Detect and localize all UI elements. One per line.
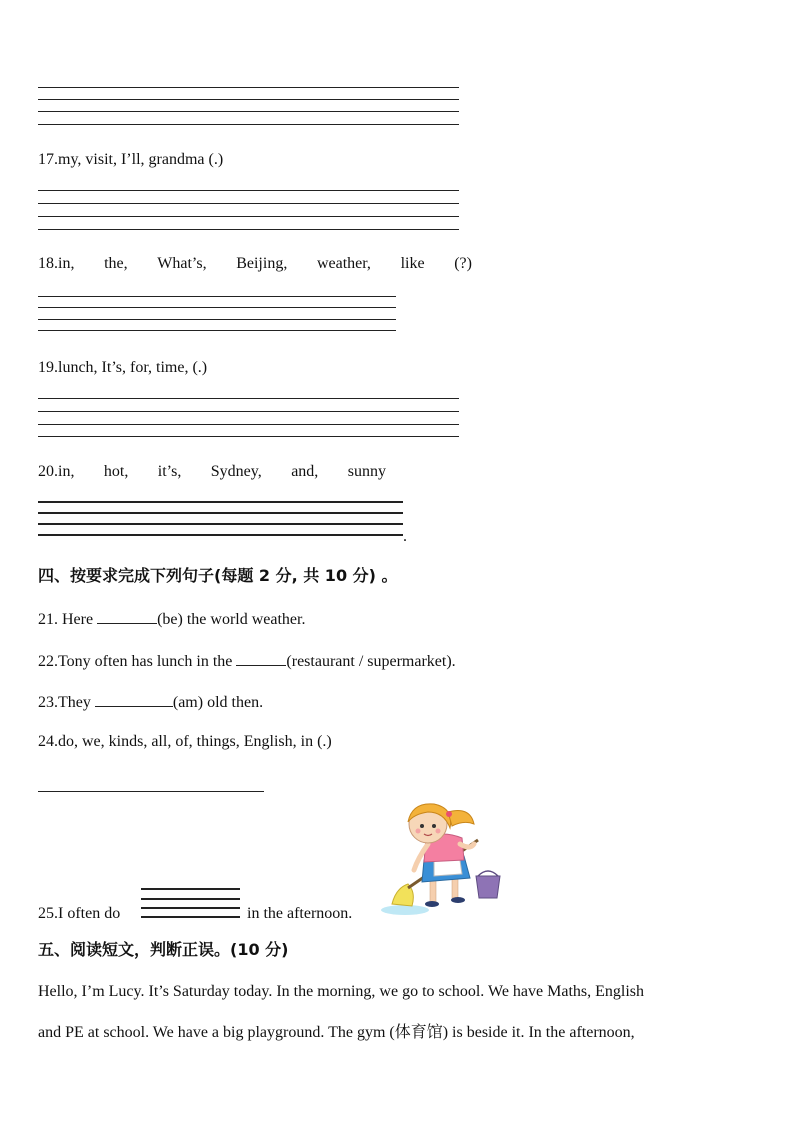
fill-blank[interactable]	[95, 690, 173, 707]
section-5-title: 五、阅读短文，判断正误。(10 分)	[38, 940, 289, 959]
end-period: .	[403, 528, 407, 545]
word: (?)	[454, 255, 472, 272]
question-23: 23.They (am) old then.	[38, 690, 263, 713]
word: sunny	[347, 463, 386, 480]
puddle-shape	[381, 905, 429, 915]
question-18	[38, 254, 472, 274]
passage-line-1: Hello, I’m Lucy. It’s Saturday today. In the morning, we go to school. We have Maths, English	[38, 983, 645, 1000]
word: weather,	[316, 255, 371, 272]
question-20	[38, 462, 386, 482]
question-22: 22.Tony often has lunch in the (restaurant / supermarket).	[38, 649, 456, 672]
question-19: 19.lunch, It’s, for, time, (.)	[38, 359, 208, 376]
section-4-title: 四、按要求完成下列句子(每题 2 分, 共 10 分) 。	[38, 566, 398, 585]
question-number: 20.in,	[38, 463, 75, 480]
word: Beijing,	[236, 255, 288, 272]
word: Sydney,	[210, 463, 262, 480]
answer-line-q24[interactable]	[38, 791, 264, 792]
question-25-before: 25.I often do	[38, 905, 121, 922]
question-number: 18.in,	[38, 255, 75, 272]
girl-mopping-illustration	[378, 800, 504, 922]
word: it’s,	[157, 463, 182, 480]
word: the,	[104, 255, 128, 272]
word: and,	[291, 463, 319, 480]
question-25-after: in the afternoon.	[247, 905, 353, 922]
fill-blank[interactable]	[97, 607, 157, 624]
word: What’s,	[157, 255, 207, 272]
word: like	[400, 255, 425, 272]
question-21: 21. Here (be) the world weather.	[38, 607, 305, 630]
question-17: 17.my, visit, I’ll, grandma (.)	[38, 151, 224, 168]
question-24: 24.do, we, kinds, all, of, things, English, in (.)	[38, 733, 332, 750]
word: hot,	[103, 463, 129, 480]
fill-blank[interactable]	[236, 649, 286, 666]
bucket-shape	[476, 876, 500, 898]
passage-line-2: and PE at school. We have a big playground. The gym (体育馆) is beside it. In the afternoon,	[38, 1024, 635, 1041]
